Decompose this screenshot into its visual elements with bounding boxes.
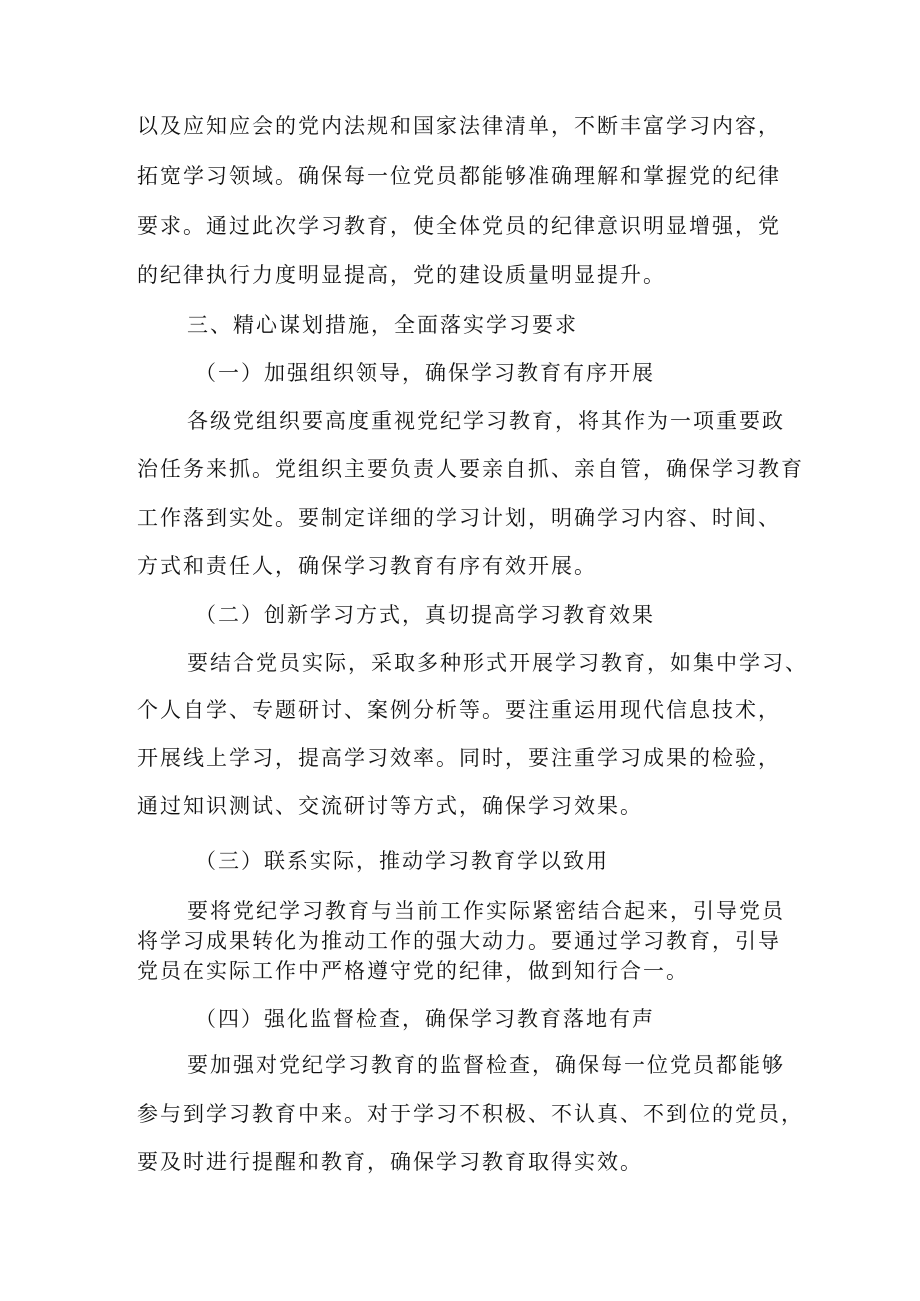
body-line: 要求。通过此次学习教育，使全体党员的纪律意识明显增强，党 (137, 214, 781, 238)
body-line: 治任务来抓。党组织主要负责人要亲自抓、亲自管，确保学习教育 (137, 457, 804, 481)
body-line: 将学习成果转化为推动工作的强大动力。要通过学习教育，引导 (137, 929, 781, 953)
subsection-heading: （二）创新学习方式，真切提高学习教育效果 (195, 603, 655, 627)
body-line: 个人自学、专题研讨、案例分析等。要注重运用现代信息技术， (137, 698, 781, 722)
body-line: 要加强对党纪学习教育的监督检查，确保每一位党员都能够 (187, 1053, 785, 1077)
body-line: 要将党纪学习教育与当前工作实际紧密结合起来，引导党员 (187, 899, 785, 923)
body-line: 拓宽学习领域。确保每一位党员都能够准确理解和掌握党的纪律 (137, 164, 781, 188)
body-line: 参与到学习教育中来。对于学习不积极、不认真、不到位的党员， (137, 1102, 804, 1126)
body-line: 各级党组织要高度重视党纪学习教育，将其作为一项重要政 (187, 409, 785, 433)
body-line: 要结合党员实际，采取多种形式开展学习教育，如集中学习、 (187, 651, 808, 675)
subsection-heading: （三）联系实际，推动学习教育学以致用 (195, 849, 609, 873)
body-line: 工作落到实处。要制定详细的学习计划，明确学习内容、时间、 (137, 506, 781, 530)
subsection-heading: （四）强化监督检查，确保学习教育落地有声 (195, 1007, 655, 1031)
body-line: 党员在实际工作中严格遵守党的纪律，做到知行合一。 (137, 959, 689, 983)
body-line: 以及应知应会的党内法规和国家法律清单，不断丰富学习内容， (137, 114, 781, 138)
body-line: 方式和责任人，确保学习教育有序有效开展。 (137, 554, 597, 578)
body-line: 的纪律执行力度明显提高，党的建设质量明显提升。 (137, 263, 666, 287)
body-line: 开展线上学习，提高学习效率。同时，要注重学习成果的检验， (137, 746, 781, 770)
body-line: 要及时进行提醒和教育，确保学习教育取得实效。 (137, 1150, 643, 1174)
section-heading: 三、精心谋划措施，全面落实学习要求 (187, 313, 578, 337)
subsection-heading: （一）加强组织领导，确保学习教育有序开展 (195, 361, 655, 385)
body-line: 通过知识测试、交流研讨等方式，确保学习效果。 (137, 794, 643, 818)
